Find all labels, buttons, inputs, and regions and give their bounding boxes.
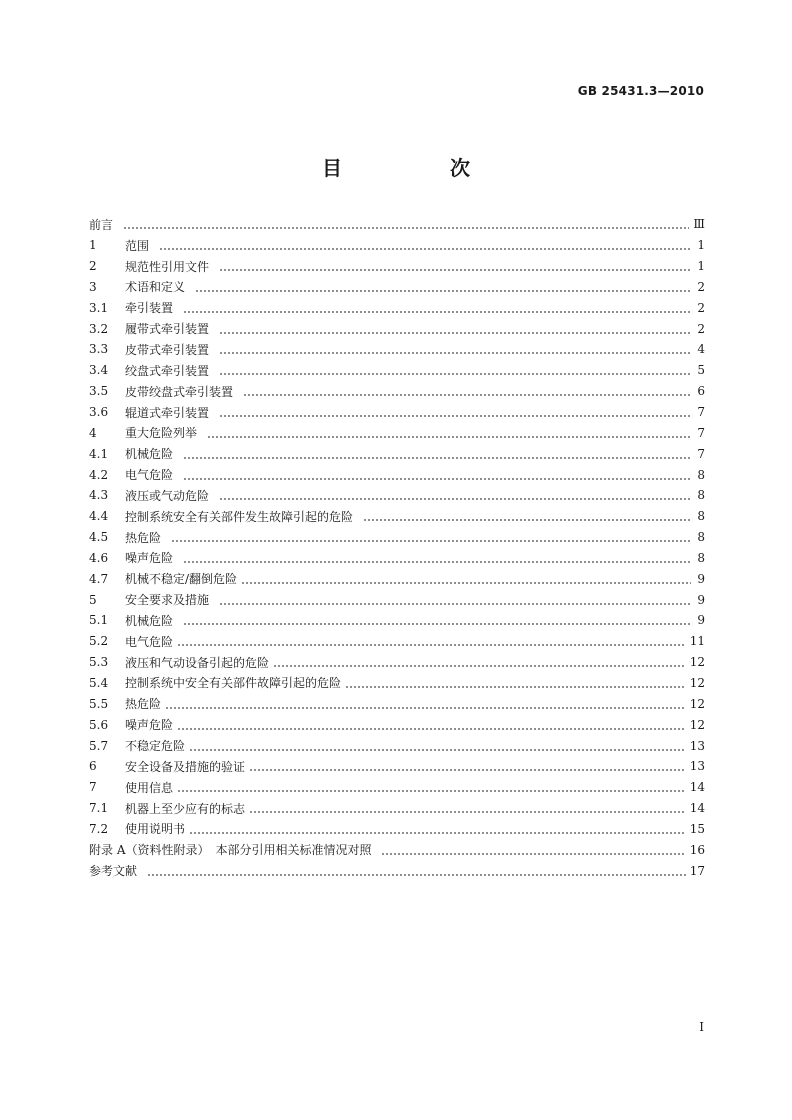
toc-entry-4-4[interactable] (89, 506, 705, 527)
dot-leader (345, 676, 686, 690)
dot-leader (381, 843, 685, 857)
toc-entry-number: 3 (89, 279, 97, 294)
toc-entry-label: 热危险 (125, 697, 162, 712)
toc-entry-annex-a[interactable] (89, 839, 705, 860)
dot-leader (219, 342, 691, 356)
toc-entry-number: 4.2 (89, 467, 109, 482)
dot-leader (195, 280, 691, 294)
toc-entry-number: 3.3 (89, 342, 109, 357)
toc-entry-4-6[interactable] (89, 548, 705, 569)
dot-leader (243, 384, 691, 398)
toc-entry-label: 电气危险 (125, 468, 174, 483)
dot-leader (219, 405, 691, 419)
toc-entry-4-7[interactable] (89, 568, 705, 589)
toc-entry-label: 绞盘式牵引装置 (125, 363, 210, 378)
toc-entry-6[interactable] (89, 756, 705, 777)
toc-entry-number: 3.1 (89, 300, 109, 315)
toc-entry-4-5[interactable] (89, 527, 705, 548)
dot-leader (183, 613, 691, 627)
toc-entry-page: 13 (689, 759, 705, 774)
toc-entry-5-2[interactable] (89, 631, 705, 652)
toc-entry-number: 1 (89, 238, 97, 253)
toc-entry-label: 使用说明书 (125, 822, 186, 837)
dot-leader (189, 822, 686, 836)
toc-entry-4-3[interactable] (89, 485, 705, 506)
toc-entry-4-2[interactable] (89, 464, 705, 485)
toc-entry-number: 4.3 (89, 488, 109, 503)
toc-entry-3[interactable] (89, 277, 705, 298)
dot-leader (177, 634, 686, 648)
toc-entry-label: 使用信息 (125, 780, 174, 795)
toc-entry-page: Ⅲ (693, 217, 705, 232)
toc-entry-page: 16 (689, 842, 705, 857)
dot-leader (219, 488, 691, 502)
toc-entry-7-2[interactable] (89, 818, 705, 839)
toc-entry-3-2[interactable] (89, 318, 705, 339)
toc-entry-label: 控制系统中安全有关部件故障引起的危险 (125, 676, 342, 691)
toc-entry-page: 6 (697, 384, 705, 399)
toc-entry-1[interactable] (89, 235, 705, 256)
toc-entry-number: 4.7 (89, 571, 109, 586)
toc-entry-page: 9 (697, 613, 705, 628)
toc-entry-3-3[interactable] (89, 339, 705, 360)
toc-entry-number: 3.5 (89, 384, 109, 399)
toc-entry-page: 7 (697, 405, 705, 420)
toc-entry-label: 热危险 (125, 530, 162, 545)
page-number: I (699, 1020, 704, 1034)
toc-entry-page: 2 (697, 300, 705, 315)
toc-entry-label: 机械危险 (125, 447, 174, 462)
toc-entry-page: 8 (697, 509, 705, 524)
toc-entry-5[interactable] (89, 589, 705, 610)
toc-entry-label: 履带式牵引装置 (125, 322, 210, 337)
toc-entry-page: 1 (697, 259, 705, 274)
toc-entry-foreword[interactable] (89, 214, 705, 235)
toc-entry-page: 1 (697, 238, 705, 253)
toc-entry-page: 4 (697, 342, 705, 357)
toc-entry-number: 5.6 (89, 717, 109, 732)
toc-entry-3-6[interactable] (89, 402, 705, 423)
toc-entry-number: 5.4 (89, 675, 109, 690)
toc-entry-label: 噪声危险 (125, 718, 174, 733)
dot-leader (177, 718, 686, 732)
toc-entry-number: 4.1 (89, 446, 109, 461)
toc-entry-page: 7 (697, 425, 705, 440)
dot-leader (183, 551, 691, 565)
toc-entry-label: 液压或气动危险 (125, 488, 210, 503)
toc-entry-number: 5.5 (89, 696, 109, 711)
toc-entry-label: 不稳定危险 (125, 739, 186, 754)
dot-leader (159, 238, 691, 252)
toc-entry-bibliography[interactable] (89, 860, 705, 881)
toc-entry-page: 9 (697, 571, 705, 586)
toc-entry-page: 14 (689, 780, 705, 795)
toc-entry-number: 5.1 (89, 613, 109, 628)
dot-leader (183, 468, 691, 482)
toc-entry-2[interactable] (89, 256, 705, 277)
standard-code: GB 25431.3—2010 (577, 84, 704, 98)
toc-entry-label: 机械不稳定/翻倒危险 (125, 572, 238, 587)
toc-entry-5-6[interactable] (89, 714, 705, 735)
dot-leader (219, 593, 691, 607)
dot-leader (183, 447, 691, 461)
toc-entry-number: 7 (89, 780, 97, 795)
toc-entry-number: 5.3 (89, 655, 109, 670)
toc-entry-page: 12 (689, 675, 705, 690)
toc-entry-label: 辊道式牵引装置 (125, 405, 210, 420)
toc-entry-number: 5.7 (89, 738, 109, 753)
toc-entry-number: 6 (89, 759, 97, 774)
toc-entry-page: 7 (697, 446, 705, 461)
toc-entry-number: 5.2 (89, 634, 109, 649)
dot-leader (183, 301, 691, 315)
toc-entry-page: 8 (697, 488, 705, 503)
toc-entry-5-7[interactable] (89, 735, 705, 756)
toc-entry-5-5[interactable] (89, 693, 705, 714)
toc-entry-number: 4.4 (89, 509, 109, 524)
toc-entry-label: 范围 (125, 238, 150, 253)
toc-entry-label: 前言 (89, 217, 114, 232)
toc-entry-number: 7.1 (89, 801, 109, 816)
toc-entry-7[interactable] (89, 777, 705, 798)
toc-entry-page: 14 (689, 801, 705, 816)
toc-entry-label: 噪声危险 (125, 551, 174, 566)
dot-leader (363, 509, 691, 523)
dot-leader (249, 801, 686, 815)
toc-entry-number: 4.5 (89, 530, 109, 545)
toc-entry-page: 8 (697, 550, 705, 565)
toc-entry-label: 机械危险 (125, 613, 174, 628)
toc-entry-label: 规范性引用文件 (125, 259, 210, 274)
dot-leader (165, 697, 686, 711)
page-title: 目 次 (322, 156, 514, 180)
toc-entry-3-5[interactable] (89, 381, 705, 402)
toc-entry-number: 4 (89, 425, 97, 440)
dot-leader (123, 217, 689, 231)
dot-leader (219, 259, 691, 273)
toc-entry-label: 皮带式牵引装置 (125, 342, 210, 357)
toc-entry-page: 13 (689, 738, 705, 753)
toc-entry-label: 安全设备及措施的验证 (125, 759, 246, 774)
toc-entry-5-1[interactable] (89, 610, 705, 631)
dot-leader (171, 530, 691, 544)
toc-entry-4[interactable] (89, 422, 705, 443)
toc-entry-label: 重大危险列举 (125, 426, 198, 441)
toc-entry-3-1[interactable] (89, 297, 705, 318)
toc-entry-3-4[interactable] (89, 360, 705, 381)
dot-leader (241, 572, 691, 586)
dot-leader (249, 759, 686, 773)
toc-entry-page: 9 (697, 592, 705, 607)
toc-entry-label: 机器上至少应有的标志 (125, 801, 246, 816)
dot-leader (177, 780, 686, 794)
toc-entry-page: 12 (689, 655, 705, 670)
toc-entry-page: 5 (697, 363, 705, 378)
toc-entry-number: 3.6 (89, 405, 109, 420)
toc-entry-7-1[interactable] (89, 798, 705, 819)
toc-entry-page: 2 (697, 279, 705, 294)
toc-entry-page: 8 (697, 467, 705, 482)
toc-entry-page: 11 (689, 634, 705, 649)
toc-entry-number: 3.2 (89, 321, 109, 336)
toc-entry-number: 3.4 (89, 363, 109, 378)
toc-entry-number: 4.6 (89, 550, 109, 565)
dot-leader (273, 655, 686, 669)
toc-entry-label: 参考文献 (89, 864, 138, 879)
toc-entry-label: 液压和气动设备引起的危险 (125, 655, 270, 670)
toc-entry-5-4[interactable] (89, 673, 705, 694)
toc-entry-label: 控制系统安全有关部件发生故障引起的危险 (125, 509, 354, 524)
toc-entry-label: 术语和定义 (125, 280, 186, 295)
toc-entry-label: 牵引装置 (125, 301, 174, 316)
toc-entry-page: 17 (689, 863, 705, 878)
toc-entry-page: 12 (689, 696, 705, 711)
toc-entry-4-1[interactable] (89, 443, 705, 464)
dot-leader (219, 363, 691, 377)
toc-entry-page: 2 (697, 321, 705, 336)
toc-entry-number: 7.2 (89, 821, 109, 836)
dot-leader (219, 322, 691, 336)
toc-entry-label: 附录 A（资料性附录） 本部分引用相关标准情况对照 (89, 843, 372, 858)
toc-entry-number: 2 (89, 259, 97, 274)
toc-entry-label: 电气危险 (125, 634, 174, 649)
toc-entry-number: 5 (89, 592, 97, 607)
dot-leader (207, 426, 691, 440)
toc-entry-page: 12 (689, 717, 705, 732)
toc-entry-label: 安全要求及措施 (125, 593, 210, 608)
table-of-contents (89, 214, 705, 881)
toc-entry-5-3[interactable] (89, 652, 705, 673)
toc-entry-label: 皮带绞盘式牵引装置 (125, 384, 234, 399)
dot-leader (189, 739, 686, 753)
toc-entry-page: 8 (697, 530, 705, 545)
toc-entry-page: 15 (689, 821, 705, 836)
dot-leader (147, 864, 686, 878)
